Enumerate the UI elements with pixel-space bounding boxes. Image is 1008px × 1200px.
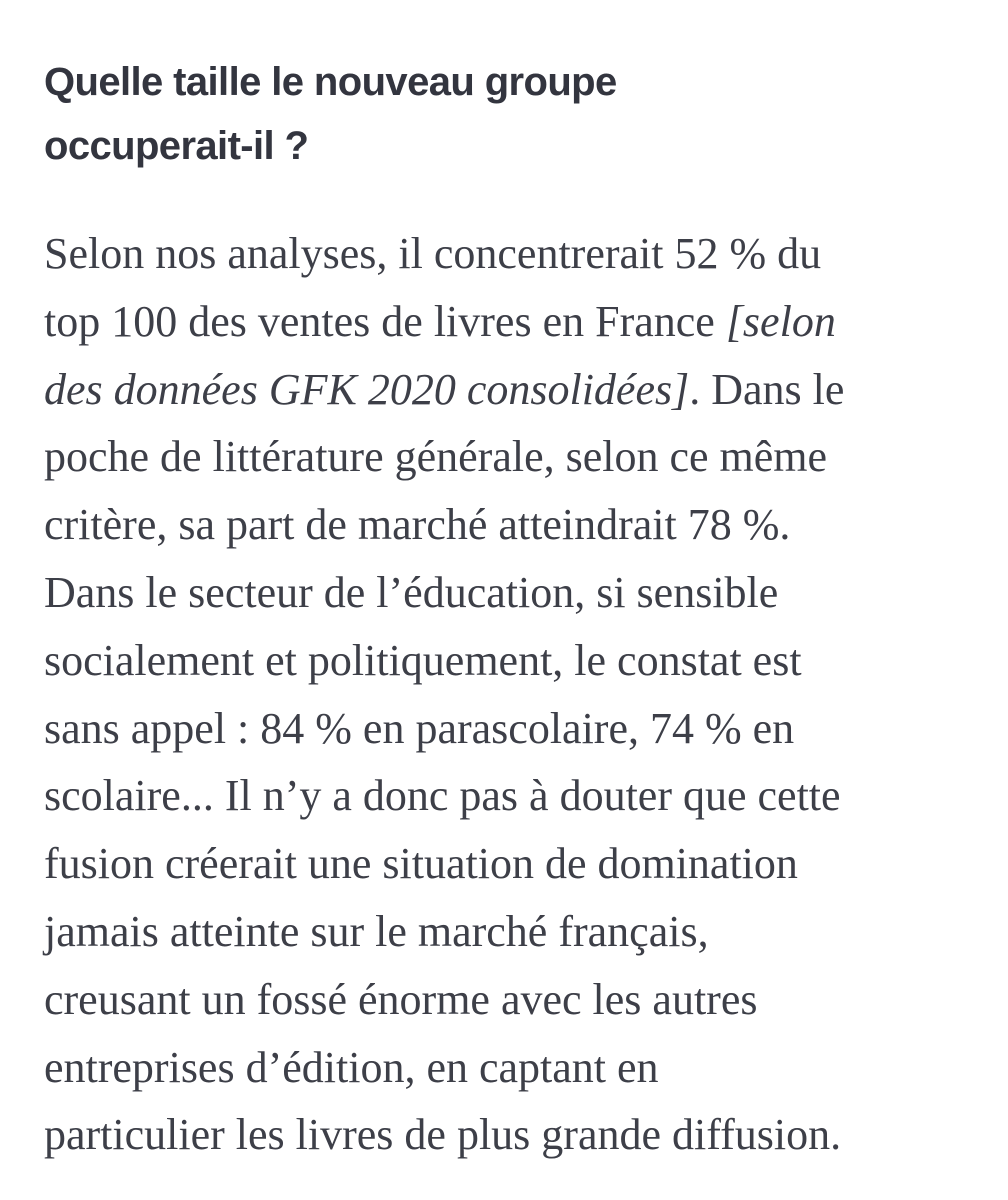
paragraph-line: creusant un fossé énorme avec les autres: [44, 974, 758, 1024]
paragraph-line: poche de littérature générale, selon ce même: [44, 432, 828, 482]
paragraph-line: sans appel : 84 % en parascolaire, 74 % en: [44, 703, 795, 753]
paragraph-line: top 100 des ventes de livres en France [selon: [44, 296, 836, 346]
heading-line: Quelle taille le nouveau groupe: [44, 60, 617, 104]
paragraph-line: des données GFK 2020 consolidées]. Dans le: [44, 364, 845, 414]
paragraph-line: Dans le secteur de l’éducation, si sensible: [44, 567, 779, 617]
section-heading: [44, 50, 984, 178]
article: [44, 50, 984, 1169]
paragraph-line: fusion créerait une situation de domination: [44, 839, 798, 889]
source-citation: [selon: [725, 296, 836, 346]
body-paragraph: [44, 220, 984, 1169]
heading-line: occuperait-il ?: [44, 124, 309, 168]
source-citation: des données GFK 2020 consolidées]: [44, 364, 690, 414]
paragraph-line: particulier les livres de plus grande diffusion.: [44, 1110, 842, 1160]
paragraph-line: scolaire... Il n’y a donc pas à douter que cette: [44, 771, 841, 821]
paragraph-line: critère, sa part de marché atteindrait 78 %.: [44, 500, 791, 550]
paragraph-line: socialement et politiquement, le constat est: [44, 635, 802, 685]
paragraph-line: Selon nos analyses, il concentrerait 52 % du: [44, 229, 822, 278]
paragraph-line: entreprises d’édition, en captant en: [44, 1042, 659, 1092]
paragraph-line: jamais atteinte sur le marché français,: [44, 906, 709, 956]
